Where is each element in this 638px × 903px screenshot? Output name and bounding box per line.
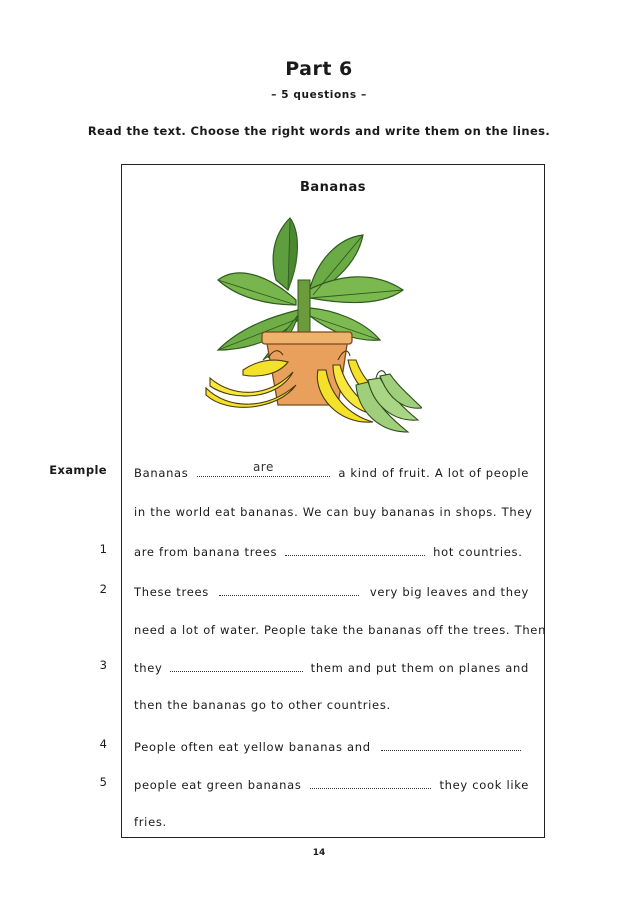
answer-gap-4[interactable] [381, 737, 521, 751]
page-number: 14 [312, 848, 326, 858]
line-text-after: very big leaves and they [369, 585, 529, 599]
line-text-before: These trees [134, 585, 209, 599]
row-label-1: 1 [99, 542, 107, 556]
line-text-before: are from banana trees [134, 545, 278, 559]
line-text-after: they cook like [439, 778, 529, 792]
story-line-question-4 [134, 737, 529, 755]
answer-gap-example[interactable] [197, 460, 331, 477]
part-title: Part 6 [285, 58, 353, 80]
row-label-5: 5 [99, 775, 107, 789]
banana-plant-illustration [198, 210, 422, 436]
story-line [134, 814, 529, 830]
line-text-after: a kind of fruit. A lot of people [338, 466, 529, 480]
line-text-before: People often eat yellow bananas and [134, 740, 371, 754]
story-line-question-1 [134, 542, 529, 560]
story-title: Bananas [300, 180, 366, 195]
line-text-before: Bananas [134, 466, 189, 480]
story-line [134, 622, 547, 638]
story-line-question-2 [134, 582, 529, 600]
story-line [134, 504, 533, 520]
answer-gap-2[interactable] [219, 582, 359, 596]
answer-gap-1[interactable] [285, 542, 425, 556]
line-text: fries. [134, 815, 167, 829]
line-text-before: they [134, 661, 163, 675]
story-line-question-5 [134, 775, 529, 793]
line-text: then the bananas go to other countries. [134, 698, 391, 712]
row-label-3: 3 [99, 658, 107, 672]
row-label-2: 2 [99, 582, 107, 596]
answer-gap-5[interactable] [310, 775, 432, 789]
story-line [134, 697, 529, 713]
example-answer: are [252, 460, 274, 474]
story-line-example [134, 460, 529, 481]
line-text-after: them and put them on planes and [310, 661, 529, 675]
row-label-4: 4 [99, 737, 107, 751]
row-label-example: Example [49, 463, 107, 477]
line-text: need a lot of water. People take the bananas off the trees. Then [134, 623, 547, 637]
line-text-before: people eat green bananas [134, 778, 302, 792]
story-line-question-3 [134, 658, 529, 676]
instructions: Read the text. Choose the right words and write them on the lines. [87, 124, 551, 138]
line-text-after: hot countries. [433, 545, 523, 559]
line-text: in the world eat bananas. We can buy bananas in shops. They [134, 505, 533, 519]
answer-gap-3[interactable] [170, 658, 302, 672]
question-count: – 5 questions – [271, 89, 367, 101]
